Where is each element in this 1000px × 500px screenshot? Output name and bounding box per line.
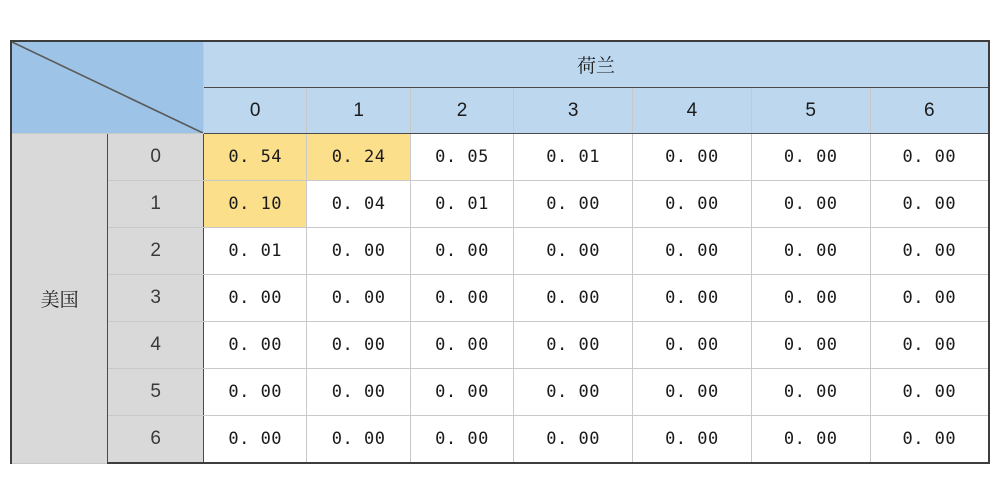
- cell-5-6: 0. 00: [870, 369, 989, 416]
- column-header-5: 5: [751, 88, 870, 134]
- cell-1-0: 0. 10: [204, 181, 307, 228]
- cell-4-5: 0. 00: [751, 322, 870, 369]
- cell-6-2: 0. 00: [410, 416, 513, 464]
- row-header-2: 2: [108, 228, 204, 275]
- cell-0-0: 0. 54: [204, 134, 307, 181]
- table-row: [11, 416, 989, 464]
- cell-3-2: 0. 00: [410, 275, 513, 322]
- cell-0-4: 0. 00: [633, 134, 752, 181]
- cell-3-3: 0. 00: [514, 275, 633, 322]
- cell-1-5: 0. 00: [751, 181, 870, 228]
- cell-6-6: 0. 00: [870, 416, 989, 464]
- cell-6-0: 0. 00: [204, 416, 307, 464]
- row-group-header: 美国: [11, 134, 108, 464]
- table-row: [11, 322, 989, 369]
- cell-4-0: 0. 00: [204, 322, 307, 369]
- row-header-1: 1: [108, 181, 204, 228]
- cell-2-1: 0. 00: [307, 228, 410, 275]
- cell-1-6: 0. 00: [870, 181, 989, 228]
- corner-diagonal-cell: [11, 41, 204, 134]
- cell-2-5: 0. 00: [751, 228, 870, 275]
- cell-0-3: 0. 01: [514, 134, 633, 181]
- table-row: [11, 275, 989, 322]
- column-group-header: 荷兰: [204, 41, 990, 88]
- cell-5-5: 0. 00: [751, 369, 870, 416]
- column-header-6: 6: [870, 88, 989, 134]
- cell-3-5: 0. 00: [751, 275, 870, 322]
- cell-1-2: 0. 01: [410, 181, 513, 228]
- cell-5-0: 0. 00: [204, 369, 307, 416]
- cell-4-2: 0. 00: [410, 322, 513, 369]
- column-header-3: 3: [514, 88, 633, 134]
- table-row: [11, 369, 989, 416]
- column-header-1: 1: [307, 88, 410, 134]
- cell-0-2: 0. 05: [410, 134, 513, 181]
- row-header-6: 6: [108, 416, 204, 464]
- cell-3-0: 0. 00: [204, 275, 307, 322]
- cell-3-1: 0. 00: [307, 275, 410, 322]
- cell-1-3: 0. 00: [514, 181, 633, 228]
- cell-5-4: 0. 00: [633, 369, 752, 416]
- cell-4-1: 0. 00: [307, 322, 410, 369]
- cell-0-1: 0. 24: [307, 134, 410, 181]
- cell-5-1: 0. 00: [307, 369, 410, 416]
- row-header-5: 5: [108, 369, 204, 416]
- cell-6-4: 0. 00: [633, 416, 752, 464]
- diagonal-split-line-icon: [12, 42, 203, 133]
- table-row: [11, 134, 989, 181]
- cell-2-6: 0. 00: [870, 228, 989, 275]
- cell-3-6: 0. 00: [870, 275, 989, 322]
- table-row: [11, 228, 989, 275]
- table-row: [11, 181, 989, 228]
- joint-distribution-table: [10, 40, 990, 464]
- cell-2-4: 0. 00: [633, 228, 752, 275]
- row-header-0: 0: [108, 134, 204, 181]
- cell-4-3: 0. 00: [514, 322, 633, 369]
- cell-6-3: 0. 00: [514, 416, 633, 464]
- cell-1-1: 0. 04: [307, 181, 410, 228]
- cell-3-4: 0. 00: [633, 275, 752, 322]
- column-header-4: 4: [633, 88, 752, 134]
- cell-6-1: 0. 00: [307, 416, 410, 464]
- column-header-0: 0: [204, 88, 307, 134]
- cell-6-5: 0. 00: [751, 416, 870, 464]
- cell-5-3: 0. 00: [514, 369, 633, 416]
- cell-0-6: 0. 00: [870, 134, 989, 181]
- column-header-2: 2: [410, 88, 513, 134]
- cell-4-4: 0. 00: [633, 322, 752, 369]
- cell-4-6: 0. 00: [870, 322, 989, 369]
- table-header-row-group: [11, 41, 989, 88]
- cell-0-5: 0. 00: [751, 134, 870, 181]
- cell-5-2: 0. 00: [410, 369, 513, 416]
- row-header-3: 3: [108, 275, 204, 322]
- cell-2-2: 0. 00: [410, 228, 513, 275]
- row-header-4: 4: [108, 322, 204, 369]
- cell-2-3: 0. 00: [514, 228, 633, 275]
- cell-2-0: 0. 01: [204, 228, 307, 275]
- cell-1-4: 0. 00: [633, 181, 752, 228]
